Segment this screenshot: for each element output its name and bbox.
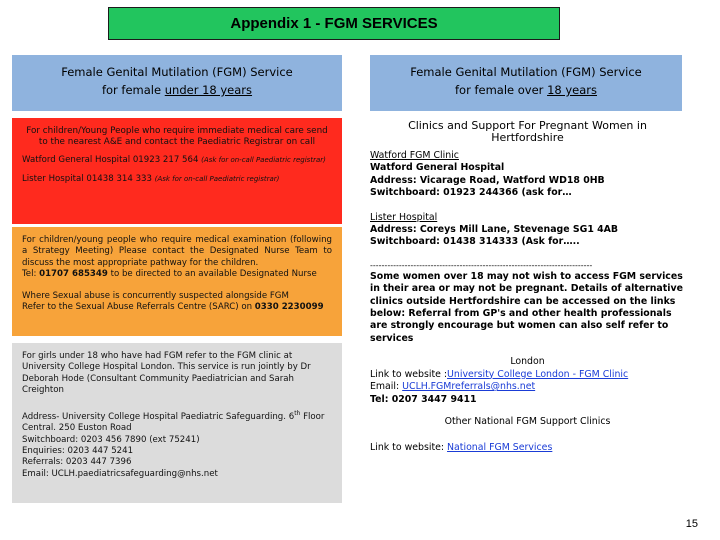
immediate-care-text: For children/Young People who require immediate medical care send to the nearest A&E and contact the Paediatric Registrar on call — [26, 126, 328, 148]
link1-prefix: Link to website : — [370, 368, 448, 380]
link2-prefix: Link to website: — [370, 442, 448, 454]
medical-exam-text: For children/young people who require medical examination (following a Strategy Meeting) Please contact the Designated Nurse Team to discuss the most appropriate pathway for the children. — [22, 235, 332, 268]
uclh-fgm-email-link[interactable]: UCLH.FGMreferrals@nhs.net — [402, 381, 536, 393]
address-sup: th — [294, 410, 301, 418]
address-prefix: Address- University College Hospital Paediatric Safeguarding. 6 — [22, 412, 295, 423]
medical-exam-box — [12, 227, 342, 336]
uclh-address-line2: Central. 250 Euston Road — [22, 423, 132, 434]
right-header-line2 — [370, 81, 682, 99]
uclh-link-line — [370, 369, 685, 381]
uclh-clinic-text: For girls under 18 who have had FGM refer to the FGM clinic at University College Hospital London. This service is run jointly by Dr Deborah Hode (Consultant Community Paediatrician and Sarah Creighton — [22, 351, 311, 395]
watford-switchboard: Switchboard: 01923 244366 (ask for… — [370, 187, 572, 199]
uclh-email: Email: UCLH.paediatricsafeguarding@nhs.net — [22, 468, 218, 479]
address-suffix: Floor — [300, 412, 325, 423]
right-header-line1: Female Genital Mutilation (FGM) Service — [410, 65, 642, 79]
uclh-fgm-clinic-link[interactable]: University College London - FGM Clinic — [447, 368, 629, 380]
lister-contact — [22, 174, 332, 185]
page-number: 15 — [685, 518, 698, 530]
right-header-prefix: for female over — [454, 83, 548, 97]
sarc-line — [22, 302, 332, 313]
uclh-address — [22, 408, 332, 423]
sarc-prefix: Refer to the Sexual Abuse Referrals Centre (SARC) on — [22, 302, 255, 313]
tel-prefix: Tel: — [22, 268, 40, 279]
lister-number: Lister Hospital 01438 314 333 — [22, 173, 155, 184]
email-prefix: Email: — [370, 381, 403, 393]
uclh-clinic-box — [12, 343, 342, 503]
divider-line: ----------------------------------------------------------------------------- — [370, 260, 593, 270]
uclh-tel: Tel: 0207 3447 9411 — [370, 393, 477, 405]
watford-clinic-title: Watford FGM Clinic — [370, 150, 459, 161]
title-text: Appendix 1 - FGM SERVICES — [230, 15, 438, 32]
designated-nurse-tel — [22, 269, 332, 280]
uclh-email-line — [370, 381, 685, 393]
london-heading: London — [510, 356, 545, 368]
national-fgm-services-link[interactable]: National FGM Services — [447, 442, 553, 454]
clinics-heading: Clinics and Support For Pregnant Women in Hertfordshire — [408, 119, 647, 144]
uclh-switchboard: Switchboard: 0203 456 7890 (ext 75241) — [22, 434, 200, 445]
right-header — [370, 55, 682, 111]
national-link-line — [370, 442, 685, 454]
uclh-referrals: Referrals: 0203 447 7396 — [22, 457, 132, 468]
left-header-prefix: for female — [101, 83, 165, 97]
lister-note: (Ask for on-call Paediatric registrar) — [154, 174, 280, 183]
watford-address: Address: Vicarage Road, Watford WD18 0HB — [370, 174, 605, 186]
watford-contact — [22, 155, 332, 166]
other-clinics-heading: Other National FGM Support Clinics — [444, 415, 611, 427]
sarc-number: 0330 2230099 — [254, 302, 324, 313]
uclh-enquiries: Enquiries: 0203 447 5241 — [22, 445, 134, 456]
right-header-emph: 18 years — [547, 83, 597, 97]
right-column — [370, 120, 685, 455]
sexual-abuse-line: Where Sexual abuse is concurrently suspected alongside FGM — [22, 291, 289, 302]
lister-address: Address: Coreys Mill Lane, Stevenage SG1 4AB — [370, 224, 619, 236]
left-header — [12, 55, 342, 111]
left-header-line1: Female Genital Mutilation (FGM) Service — [61, 65, 293, 79]
watford-number: Watford General Hospital 01923 217 564 — [22, 154, 202, 165]
tel-suffix: to be directed to an available Designated Nurse — [107, 268, 317, 279]
left-header-emph: under 18 years — [164, 83, 253, 97]
watford-hospital: Watford General Hospital — [370, 162, 505, 174]
some-women-text: Some women over 18 may not wish to access FGM services in their area or may not be pregnant. Details of alternative clinics outside Hertfordshire can be accessed on the links below: Referral from GP's and other health professionals are strongly encourage but women can also self refer to services — [370, 270, 683, 344]
tel-number: 01707 685349 — [39, 268, 108, 279]
left-header-line2 — [12, 81, 342, 99]
lister-switchboard: Switchboard: 01438 314333 (Ask for….. — [370, 236, 580, 248]
page-title — [108, 7, 560, 40]
immediate-care-box — [12, 118, 342, 224]
watford-note: (Ask for on-call Paediatric registrar) — [201, 155, 326, 164]
lister-hospital: Lister Hospital — [370, 211, 438, 223]
